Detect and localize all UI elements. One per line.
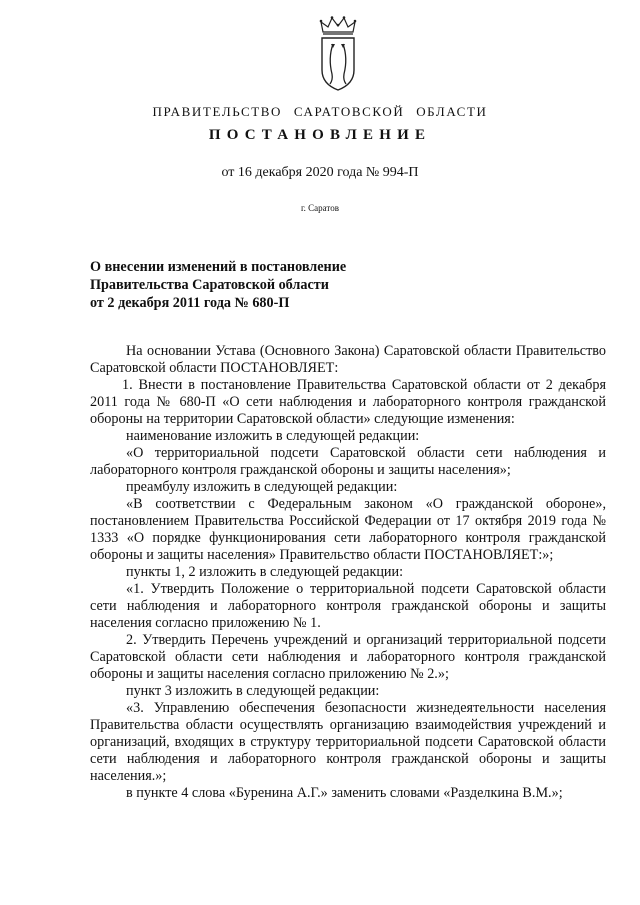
document-date-number: от 16 декабря 2020 года № 994-П bbox=[221, 165, 419, 180]
title-line: Правительства Саратовской области bbox=[90, 277, 329, 293]
document-title bbox=[90, 258, 390, 312]
saratov-coat-of-arms-icon bbox=[315, 14, 361, 94]
document-type: ПОСТАНОВЛЕНИЕ bbox=[208, 127, 432, 143]
body-paragraph: 1. Внести в постановление Правительства Саратовской области от 2 декабря 2011 года № 680-П «О сети наблюдения и лабораторного контроля гражданской обороны на территории Саратовской области» следующие изменения: bbox=[90, 377, 606, 427]
body-paragraph: наименование изложить в следующей редакции: bbox=[126, 428, 420, 444]
body-paragraph: «О территориальной подсети Саратовской области сети наблюдения и лабораторного контроля гражданской обороны и защиты населения»; bbox=[90, 445, 606, 478]
body-paragraph: «3. Управлению обеспечения безопасности жизнедеятельности населения Правительства области осуществлять организацию взаимодействия учреждений и организаций, входящих в структуру территориальной подсети Саратовской области сети наблюдения и лабораторного контроля гражданской обороны и защиты населения.»; bbox=[90, 700, 606, 784]
body-paragraph: пункт 3 изложить в следующей редакции: bbox=[126, 683, 380, 699]
title-line: О внесении изменений в постановление bbox=[90, 259, 347, 275]
body-paragraph: На основании Устава (Основного Закона) Саратовской области Правительство Саратовской области ПОСТАНОВЛЯЕТ: bbox=[90, 343, 606, 376]
title-line: от 2 декабря 2011 года № 680-П bbox=[90, 295, 290, 311]
document-body bbox=[90, 343, 606, 802]
body-paragraph: 2. Утвердить Перечень учреждений и организаций территориальной подсети Саратовской области сети наблюдения и лабораторного контроля гражданской обороны и защиты населения согласно приложению № 2.»; bbox=[90, 632, 606, 682]
document-city: г. Саратов bbox=[301, 203, 339, 213]
body-paragraph: пункты 1, 2 изложить в следующей редакции: bbox=[126, 564, 404, 580]
government-name: ПРАВИТЕЛЬСТВО САРАТОВСКОЙ ОБЛАСТИ bbox=[152, 104, 488, 119]
body-paragraph: преамбулу изложить в следующей редакции: bbox=[126, 479, 398, 495]
body-paragraph: «В соответствии с Федеральным законом «О гражданской обороне», постановлением Правительства Российской Федерации от 17 октября 2019 года № 1333 «О порядке функционирования сети лабораторного контроля гражданской обороны и защиты населения» Правительство области ПОСТАНОВЛЯЕТ:»; bbox=[90, 496, 606, 563]
body-paragraph: «1. Утвердить Положение о территориальной подсети Саратовской области сети наблюдения и лабораторного контроля гражданской обороны и защиты населения согласно приложению № 1. bbox=[90, 581, 606, 631]
body-paragraph: в пункте 4 слова «Буренина А.Г.» заменить словами «Разделкина В.М.»; bbox=[126, 785, 563, 801]
